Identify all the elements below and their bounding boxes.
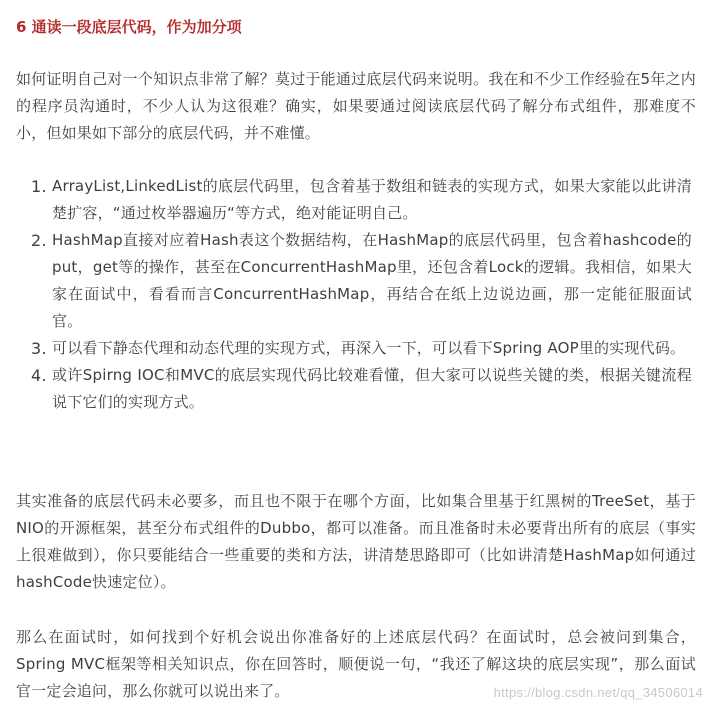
intro-paragraph: 如何证明自己对一个知识点非常了解？莫过于能通过底层代码来说明。我在和不少工作经验在5年之内的程序员沟通时，不少人认为这很难？确实，如果要通过阅读底层代码了解分布式组件，那难度不小，但如果如下部分的底层代码，并不难懂。 — [16, 70, 696, 142]
list-item-text: HashMap直接对应着Hash表这个数据结构，在HashMap的底层代码里，包含着hashcode的put，get等的操作，甚至在ConcurrentHashMap里，还包含着Lock的逻辑。我相信，如果大家在面试中，看看而言ConcurrentHashMap，再结合在纸上边说边画，那一定能征服面试官。 — [52, 231, 692, 330]
summary-paragraph: 其实准备的底层代码未必要多，而且也不限于在哪个方面，比如集合里基于红黑树的TreeSet，基于NIO的开源框架，甚至分布式组件的Dubbo，都可以准备。而且准备时未必要背出所有的底层（事实上很难做到），你只要能结合一些重要的类和方法，讲清楚思路即可（比如讲清楚HashMap如何通过hashCode快速定位）。 — [16, 492, 696, 591]
list-item-text: 或许Spirng IOC和MVC的底层实现代码比较难看懂，但大家可以说些关键的类，根据关键流程说下它们的实现方式。 — [52, 366, 692, 411]
list-item-text: ArrayList,LinkedList的底层代码里，包含着基于数组和链表的实现方式，如果大家能以此讲清楚扩容，“通过枚举器遍历“等方式，绝对能证明自己。 — [52, 177, 692, 222]
list-item-number: 2. — [31, 231, 47, 250]
list-item — [16, 362, 692, 416]
list-item-number: 3. — [31, 339, 47, 358]
list-item-number: 1. — [31, 177, 47, 196]
blog-watermark: https://blog.csdn.net/qq_34506014 — [493, 685, 703, 700]
list-item — [16, 227, 692, 335]
list-item — [16, 173, 692, 227]
section-heading: 6 通读一段底层代码，作为加分项 — [16, 18, 242, 36]
list-item-text: 可以看下静态代理和动态代理的实现方式，再深入一下，可以看下Spring AOP里的实现代码。 — [52, 339, 686, 357]
list-item — [16, 335, 692, 362]
list-item-number: 4. — [31, 366, 47, 385]
code-topics-list — [16, 173, 692, 416]
interview-tip-paragraph: 那么在面试时，如何找到个好机会说出你准备好的上述底层代码？在面试时，总会被问到集合，Spring MVC框架等相关知识点，你在回答时，顺便说一句，“我还了解这块的底层实现”，那么面试官一定会追问，那么你就可以说出来了。 — [16, 628, 696, 700]
